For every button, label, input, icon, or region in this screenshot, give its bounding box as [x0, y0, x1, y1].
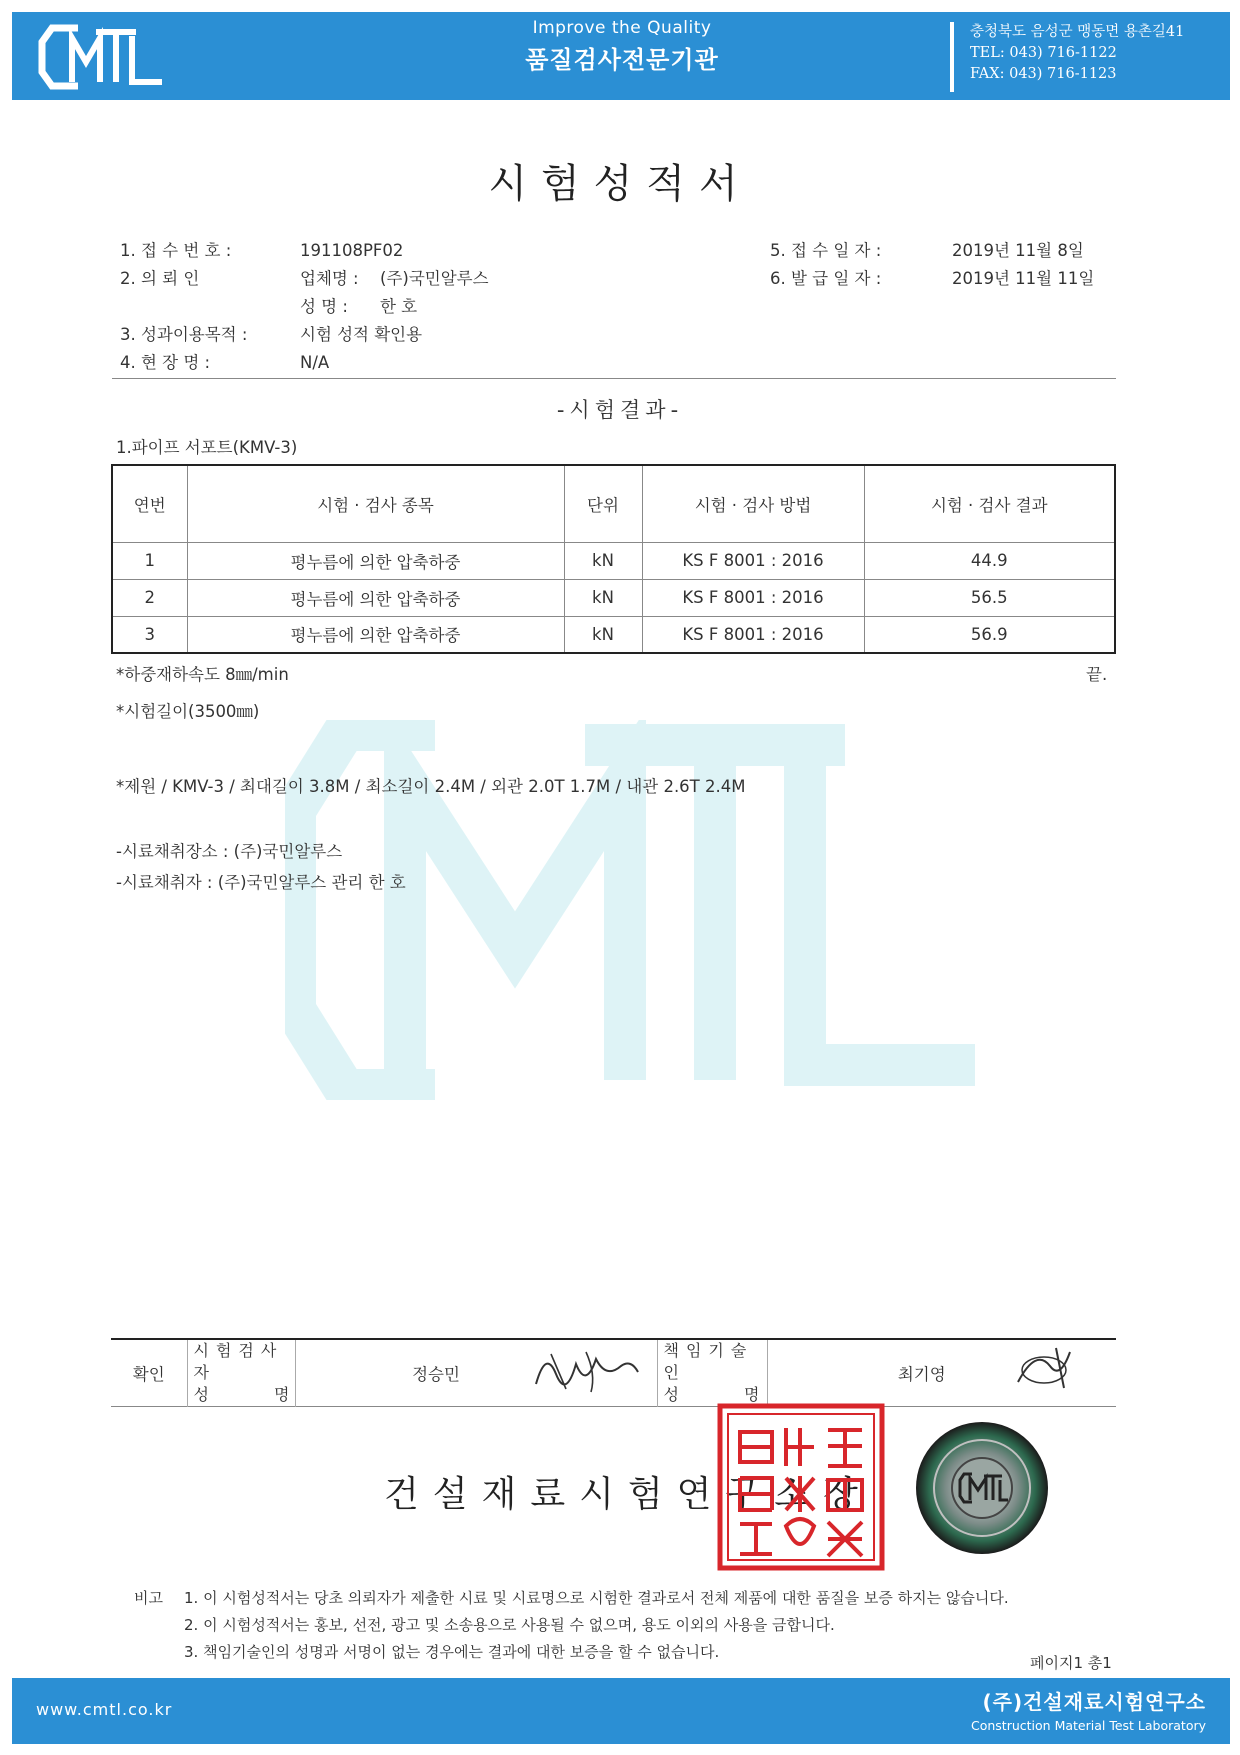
header-org-title: 품질검사전문기관	[525, 46, 719, 74]
site-line	[120, 349, 329, 373]
note-sample-place: -시료채취장소 : (주)국민알루스	[116, 842, 343, 861]
site: N/A	[300, 353, 330, 372]
signature-table	[111, 1338, 1116, 1407]
cell-method: KS F 8001 : 2016	[642, 616, 864, 653]
receipt-date-label: 5. 접 수 일 자 :	[770, 241, 882, 260]
footer-band	[12, 1678, 1230, 1744]
institution-name: 건설재료시험연구소장	[384, 1474, 872, 1515]
cmtl-logo-icon	[38, 22, 168, 92]
header-fax: FAX: 043) 716-1123	[970, 66, 1117, 82]
engineer-role-bottom-2: 명	[744, 1385, 760, 1404]
official-seal-icon	[716, 1402, 886, 1572]
hologram-seal-icon	[912, 1418, 1052, 1558]
receipt-number-line	[120, 237, 403, 261]
cell-result: 56.9	[864, 616, 1115, 653]
name-line	[300, 293, 417, 317]
tester-role	[187, 1339, 295, 1407]
confirm-label: 확인	[111, 1339, 187, 1407]
header-address: 충청북도 음성군 맹동면 용촌길41	[970, 24, 1185, 40]
engineer-role-top: 책임기술인	[663, 1341, 754, 1382]
page-number: 페이지1 총1	[1030, 1654, 1112, 1672]
cell-item: 평누름에 의한 압축하중	[187, 616, 564, 653]
remark-item: 1. 이 시험성적서는 당초 의뢰자가 제출한 시료 및 시료명으로 시험한 결과로서 전체 제품에 대한 품질을 보증 하지는 않습니다.	[184, 1589, 1009, 1607]
cell-method: KS F 8001 : 2016	[642, 579, 864, 616]
col-header-no: 연번	[112, 465, 187, 542]
cell-item: 평누름에 의한 압축하중	[187, 579, 564, 616]
remark-item: 3. 책임기술인의 성명과 서명이 없는 경우에는 결과에 대한 보증을 할 수 없습니다.	[184, 1643, 720, 1661]
engineer-role	[657, 1339, 767, 1407]
issue-date-line	[770, 265, 1094, 289]
tester-role-bottom-2: 명	[274, 1385, 290, 1404]
cell-no: 2	[112, 579, 187, 616]
col-header-unit: 단위	[564, 465, 642, 542]
tester-role-top: 시험검사자	[193, 1341, 284, 1382]
footer-org-name: (주)건설재료시험연구소	[982, 1690, 1206, 1714]
footer-org	[971, 1686, 1206, 1733]
cell-unit: kN	[564, 542, 642, 579]
note-specification: *제원 / KMV-3 / 최대길이 3.8M / 최소길이 2.4M / 외관 2.0T 1.7M / 내관 2.6T 2.4M	[116, 777, 746, 796]
header-tel: TEL: 043) 716-1122	[970, 45, 1117, 61]
tester-signature-icon	[526, 1344, 646, 1394]
issue-date: 2019년 11월 11일	[952, 269, 1095, 288]
cell-unit: kN	[564, 616, 642, 653]
company-label: 업체명 :	[300, 269, 359, 288]
col-header-item: 시험 · 검사 종목	[187, 465, 564, 542]
note-test-length: *시험길이(3500㎜)	[116, 702, 260, 721]
cell-result: 44.9	[864, 542, 1115, 579]
engineer-name: 최기영	[897, 1365, 946, 1384]
cell-no: 1	[112, 542, 187, 579]
header-band	[12, 12, 1230, 100]
divider-line	[112, 378, 1116, 379]
header-contact	[950, 22, 1184, 92]
table-row	[112, 542, 1115, 579]
receipt-number-label: 1. 접 수 번 호 :	[120, 241, 232, 260]
cell-result: 56.5	[864, 579, 1115, 616]
tester-signature-cell	[295, 1339, 657, 1407]
name-label: 성 명 :	[300, 297, 348, 316]
tester-name: 정승민	[412, 1365, 460, 1384]
header-title-block	[432, 18, 812, 75]
footer-org-name-en: Construction Material Test Laboratory	[971, 1718, 1206, 1733]
client-label: 2. 의 뢰 인	[120, 269, 200, 288]
cell-item: 평누름에 의한 압축하중	[187, 542, 564, 579]
engineer-signature-cell	[767, 1339, 1116, 1407]
tester-role-bottom-1: 성	[193, 1385, 209, 1404]
results-heading: -시험결과-	[556, 398, 684, 422]
issue-date-label: 6. 발 급 일 자 :	[770, 269, 882, 288]
company-name: (주)국민알루스	[380, 269, 489, 288]
cell-no: 3	[112, 616, 187, 653]
cell-method: KS F 8001 : 2016	[642, 542, 864, 579]
cell-unit: kN	[564, 579, 642, 616]
receipt-date-line	[770, 237, 1084, 261]
purpose-line	[120, 321, 422, 345]
document-title: 시험성적서	[488, 161, 752, 207]
engineer-signature-icon	[1008, 1344, 1088, 1392]
client-name: 한 호	[380, 297, 418, 316]
end-mark: 끝.	[1086, 665, 1108, 684]
signature-row	[111, 1339, 1116, 1407]
col-header-method: 시험 · 검사 방법	[642, 465, 864, 542]
remarks-label: 비고	[134, 1589, 163, 1607]
item-heading: 1.파이프 서포트(KMV-3)	[116, 438, 298, 457]
note-sample-person: -시료채취자 : (주)국민알루스 관리 한 호	[116, 873, 406, 892]
table-row	[112, 616, 1115, 653]
site-label: 4. 현 장 명 :	[120, 353, 211, 372]
table-header-row	[112, 465, 1115, 542]
purpose-label: 3. 성과이용목적 :	[120, 325, 248, 344]
engineer-role-bottom-1: 성	[663, 1385, 679, 1404]
client-line	[120, 265, 489, 289]
results-table	[111, 464, 1116, 654]
table-row	[112, 579, 1115, 616]
footer-website-link[interactable]: www.cmtl.co.kr	[36, 1700, 173, 1719]
header-tagline: Improve the Quality	[532, 18, 712, 38]
note-loading-speed: *하중재하속도 8㎜/min	[116, 665, 289, 684]
purpose: 시험 성적 확인용	[300, 325, 423, 344]
remark-item: 2. 이 시험성적서는 홍보, 선전, 광고 및 소송용으로 사용될 수 없으며, 용도 이외의 사용을 금합니다.	[184, 1616, 835, 1634]
receipt-number: 191108PF02	[300, 241, 404, 260]
receipt-date: 2019년 11월 8일	[952, 241, 1084, 260]
col-header-result: 시험 · 검사 결과	[864, 465, 1115, 542]
